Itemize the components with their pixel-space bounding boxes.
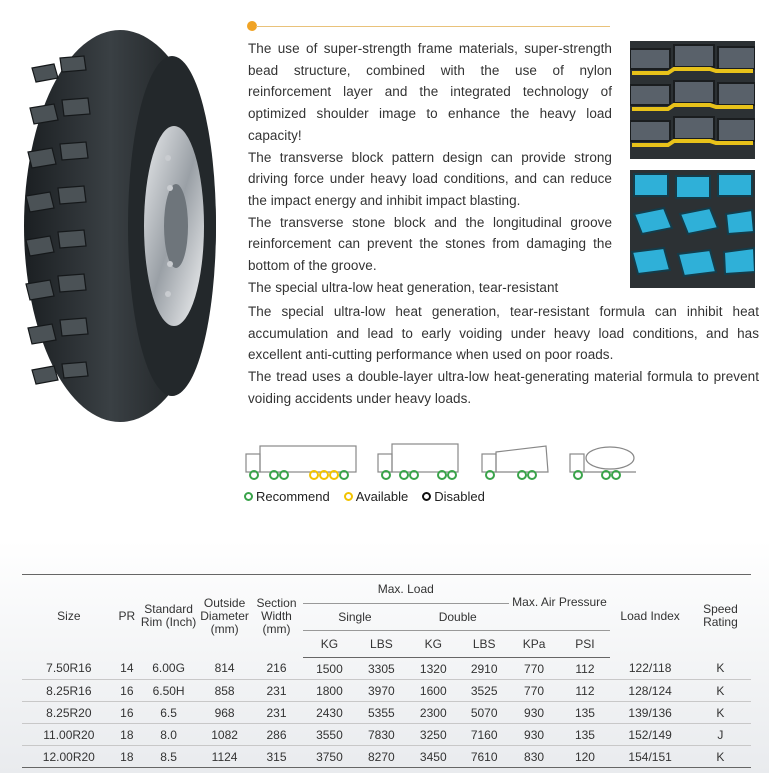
spec-table <box>22 574 751 768</box>
mixer-truck-icon <box>570 447 636 479</box>
cell-double-kg: 1600 <box>407 680 460 702</box>
cell-size: 8.25R20 <box>22 702 116 724</box>
cell-width: 231 <box>250 702 303 724</box>
usage-legend <box>244 489 485 504</box>
box-truck-icon <box>378 444 458 479</box>
cell-rim: 6.5 <box>138 702 199 724</box>
cell-double-lbs: 5070 <box>460 702 509 724</box>
legend-disabled: Disabled <box>422 489 485 504</box>
cell-load-index: 139/136 <box>610 702 689 724</box>
cell-width: 286 <box>250 724 303 746</box>
header-speed-rating: Speed Rating <box>690 575 751 658</box>
cell-speed-rating: K <box>690 658 751 680</box>
header-diameter: Outside Diameter (mm) <box>199 575 250 658</box>
cell-speed-rating: J <box>690 724 751 746</box>
available-dot-icon <box>344 492 353 501</box>
cell-size: 7.50R16 <box>22 658 116 680</box>
header-single-kg: KG <box>303 631 356 658</box>
truck-trailer-icon <box>246 446 356 479</box>
cell-rim: 8.5 <box>138 746 199 768</box>
cell-kpa: 930 <box>509 724 560 746</box>
cell-single-lbs: 8270 <box>356 746 407 768</box>
cell-rim: 6.50H <box>138 680 199 702</box>
disabled-dot-icon <box>422 492 431 501</box>
header-width: Section Width (mm) <box>250 575 303 658</box>
cell-width: 315 <box>250 746 303 768</box>
legend-available: Available <box>344 489 409 504</box>
cell-speed-rating: K <box>690 702 751 724</box>
table-row <box>22 702 751 724</box>
header-single: Single <box>303 604 407 631</box>
cell-psi: 135 <box>560 702 611 724</box>
cell-pr: 14 <box>116 658 138 680</box>
cell-diameter: 814 <box>199 658 250 680</box>
cell-single-kg: 1500 <box>303 658 356 680</box>
cell-single-lbs: 7830 <box>356 724 407 746</box>
cell-rim: 6.00G <box>138 658 199 680</box>
cell-single-kg: 1800 <box>303 680 356 702</box>
cell-speed-rating: K <box>690 746 751 768</box>
cell-size: 12.00R20 <box>22 746 116 768</box>
cell-kpa: 770 <box>509 658 560 680</box>
dump-truck-icon <box>482 446 548 479</box>
cell-load-index: 152/149 <box>610 724 689 746</box>
header-max-load: Max. Load <box>303 575 509 604</box>
cell-load-index: 154/151 <box>610 746 689 768</box>
cell-single-kg: 3550 <box>303 724 356 746</box>
cell-psi: 135 <box>560 724 611 746</box>
header-pr: PR <box>116 575 138 658</box>
tread-blue-image <box>630 170 755 288</box>
tread-yellow-image <box>630 41 755 159</box>
cell-double-kg: 3450 <box>407 746 460 768</box>
cell-kpa: 770 <box>509 680 560 702</box>
cell-double-lbs: 2910 <box>460 658 509 680</box>
cell-single-kg: 3750 <box>303 746 356 768</box>
heading-divider <box>256 26 610 27</box>
cell-double-kg: 1320 <box>407 658 460 680</box>
cell-pr: 18 <box>116 746 138 768</box>
cell-psi: 112 <box>560 658 611 680</box>
header-psi: PSI <box>560 631 611 658</box>
intro-paragraph-wide: The special ultra-low heat generation, tear-resistant formula can inhibit heat accumulation and lead to early voiding under heavy load conditions, and has excellent anti-cutting performance when used on poor roads. The tread uses a double-layer ultra-low heat-generating material formula to prevent voiding accidents under heavy loads. <box>248 304 759 406</box>
cell-diameter: 1082 <box>199 724 250 746</box>
header-double-lbs: LBS <box>460 631 509 658</box>
cell-kpa: 930 <box>509 702 560 724</box>
header-double: Double <box>407 604 509 631</box>
table-row <box>22 724 751 746</box>
recommend-dot-icon <box>244 492 253 501</box>
intro-paragraph-narrow: The use of super-strength frame materials, super-strength bead structure, combined with the use of nylon reinforcement layer and the integrated technology of optimized shoulder image to enhance the heavy load capacity! The transverse block pattern design can provide strong driving force under heavy load conditions, and can reduce the impact energy and inhibit impact blasting. The transverse stone block and the longitudinal groove reinforcement can prevent the stones from damaging the bottom of the groove. The special ultra-low heat generation, tear-resistant <box>248 41 612 295</box>
cell-double-kg: 2300 <box>407 702 460 724</box>
cell-width: 216 <box>250 658 303 680</box>
cell-speed-rating: K <box>690 680 751 702</box>
cell-diameter: 1124 <box>199 746 250 768</box>
header-max-air: Max. Air Pressure <box>509 575 611 631</box>
cell-single-lbs: 3305 <box>356 658 407 680</box>
cell-double-kg: 3250 <box>407 724 460 746</box>
tire-image <box>22 28 218 424</box>
cell-load-index: 122/118 <box>610 658 689 680</box>
cell-single-lbs: 3970 <box>356 680 407 702</box>
cell-double-lbs: 3525 <box>460 680 509 702</box>
cell-size: 8.25R16 <box>22 680 116 702</box>
cell-diameter: 858 <box>199 680 250 702</box>
cell-pr: 16 <box>116 702 138 724</box>
header-kpa: KPa <box>509 631 560 658</box>
table-row <box>22 746 751 768</box>
cell-diameter: 968 <box>199 702 250 724</box>
legend-recommend: Recommend <box>244 489 330 504</box>
table-row <box>22 658 751 680</box>
cell-size: 11.00R20 <box>22 724 116 746</box>
header-double-kg: KG <box>407 631 460 658</box>
header-single-lbs: LBS <box>356 631 407 658</box>
header-size: Size <box>22 575 116 658</box>
header-rim: Standard Rim (Inch) <box>138 575 199 658</box>
cell-psi: 112 <box>560 680 611 702</box>
cell-pr: 16 <box>116 680 138 702</box>
cell-single-lbs: 5355 <box>356 702 407 724</box>
cell-single-kg: 2430 <box>303 702 356 724</box>
header-load-index: Load Index <box>610 575 689 658</box>
cell-kpa: 830 <box>509 746 560 768</box>
cell-rim: 8.0 <box>138 724 199 746</box>
cell-double-lbs: 7160 <box>460 724 509 746</box>
cell-psi: 120 <box>560 746 611 768</box>
cell-width: 231 <box>250 680 303 702</box>
table-row <box>22 680 751 702</box>
cell-load-index: 128/124 <box>610 680 689 702</box>
cell-pr: 18 <box>116 724 138 746</box>
vehicle-icons <box>244 442 640 482</box>
cell-double-lbs: 7610 <box>460 746 509 768</box>
